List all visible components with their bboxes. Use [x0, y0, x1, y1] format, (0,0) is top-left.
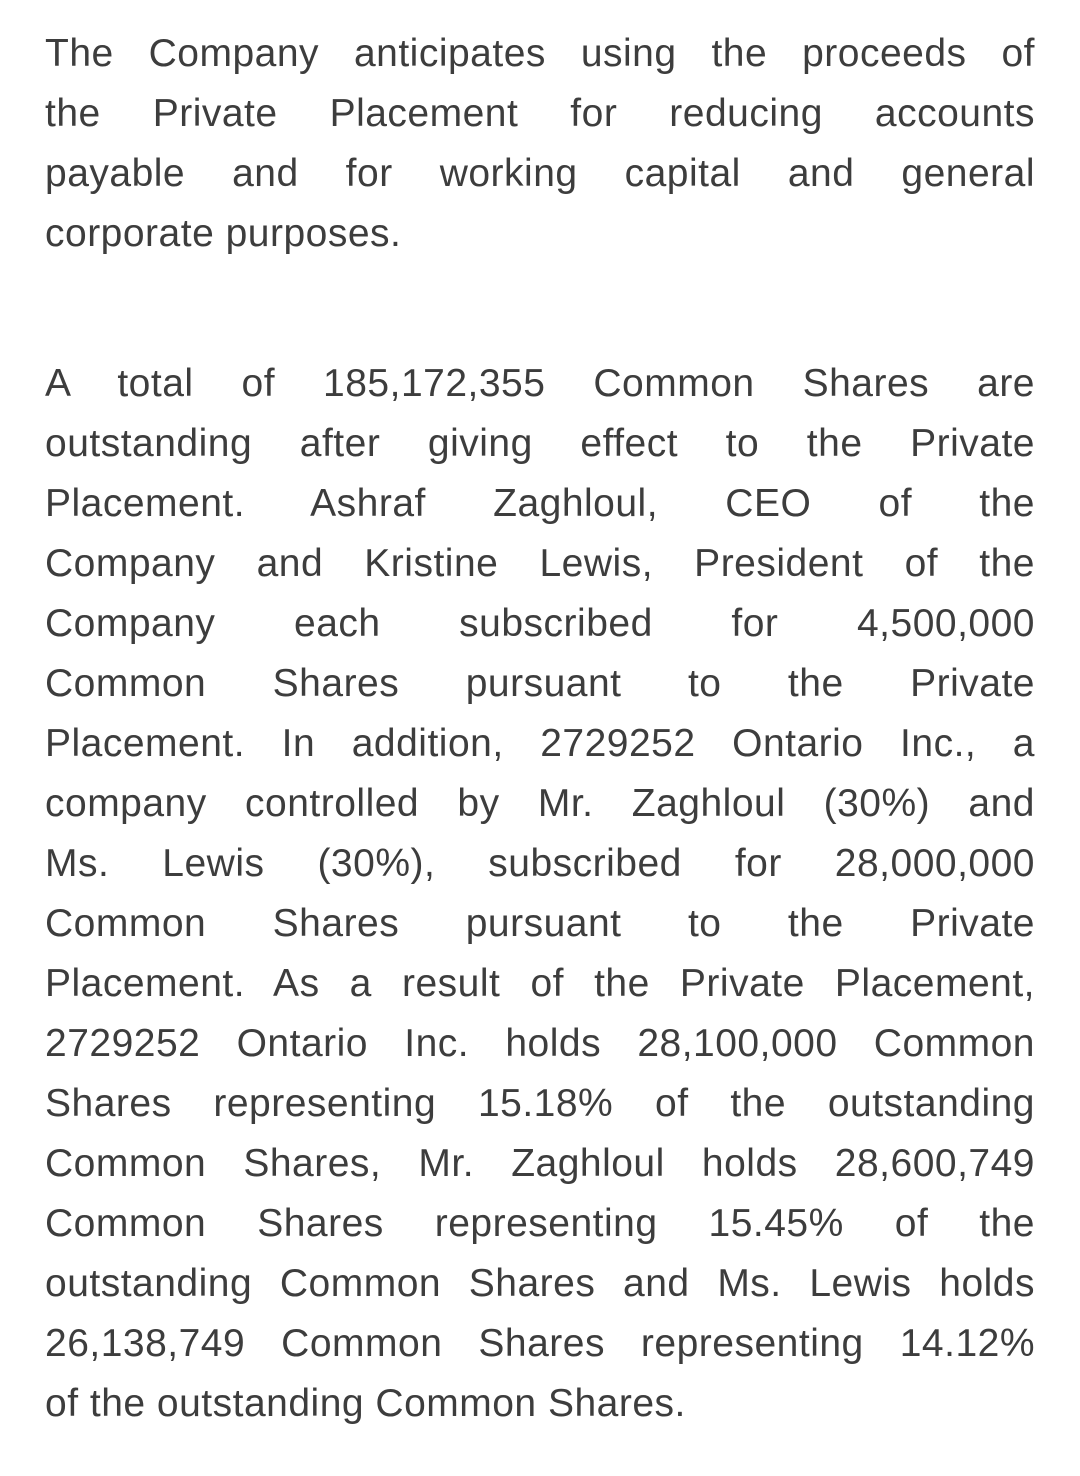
- text-line: Company and Kristine Lewis, President of the: [45, 542, 1035, 585]
- paragraph: [45, 354, 1035, 1434]
- text-line: A total of 185,172,355 Common Shares are: [45, 362, 1035, 405]
- text-line: Common Shares pursuant to the Private: [45, 662, 1035, 705]
- text-line: 26,138,749 Common Shares representing 14.12%: [45, 1322, 1035, 1365]
- paragraph: [45, 24, 1035, 264]
- text-line: outstanding after giving effect to the Private: [45, 422, 1035, 465]
- text-line: of the outstanding Common Shares.: [45, 1382, 686, 1425]
- text-line: outstanding Common Shares and Ms. Lewis holds: [45, 1262, 1035, 1305]
- text-line: Shares representing 15.18% of the outstanding: [45, 1082, 1035, 1125]
- text-line: Common Shares pursuant to the Private: [45, 902, 1035, 945]
- text-line: Placement. As a result of the Private Placement,: [45, 962, 1035, 1005]
- text-line: Company each subscribed for 4,500,000: [45, 602, 1035, 645]
- text-line: Placement. In addition, 2729252 Ontario Inc., a: [45, 722, 1035, 765]
- text-line: Placement. Ashraf Zaghloul, CEO of the: [45, 482, 1035, 525]
- text-line: corporate purposes.: [45, 212, 402, 255]
- text-line: payable and for working capital and general: [45, 152, 1035, 195]
- text-line: The Company anticipates using the proceeds of: [45, 32, 1035, 75]
- text-line: company controlled by Mr. Zaghloul (30%) and: [45, 782, 1035, 825]
- text-line: the Private Placement for reducing accounts: [45, 92, 1035, 135]
- text-line: 2729252 Ontario Inc. holds 28,100,000 Common: [45, 1022, 1035, 1065]
- text-line: Ms. Lewis (30%), subscribed for 28,000,000: [45, 842, 1035, 885]
- text-line: Common Shares representing 15.45% of the: [45, 1202, 1035, 1245]
- text-line: Common Shares, Mr. Zaghloul holds 28,600,749: [45, 1142, 1035, 1185]
- document-body: [45, 24, 1035, 1434]
